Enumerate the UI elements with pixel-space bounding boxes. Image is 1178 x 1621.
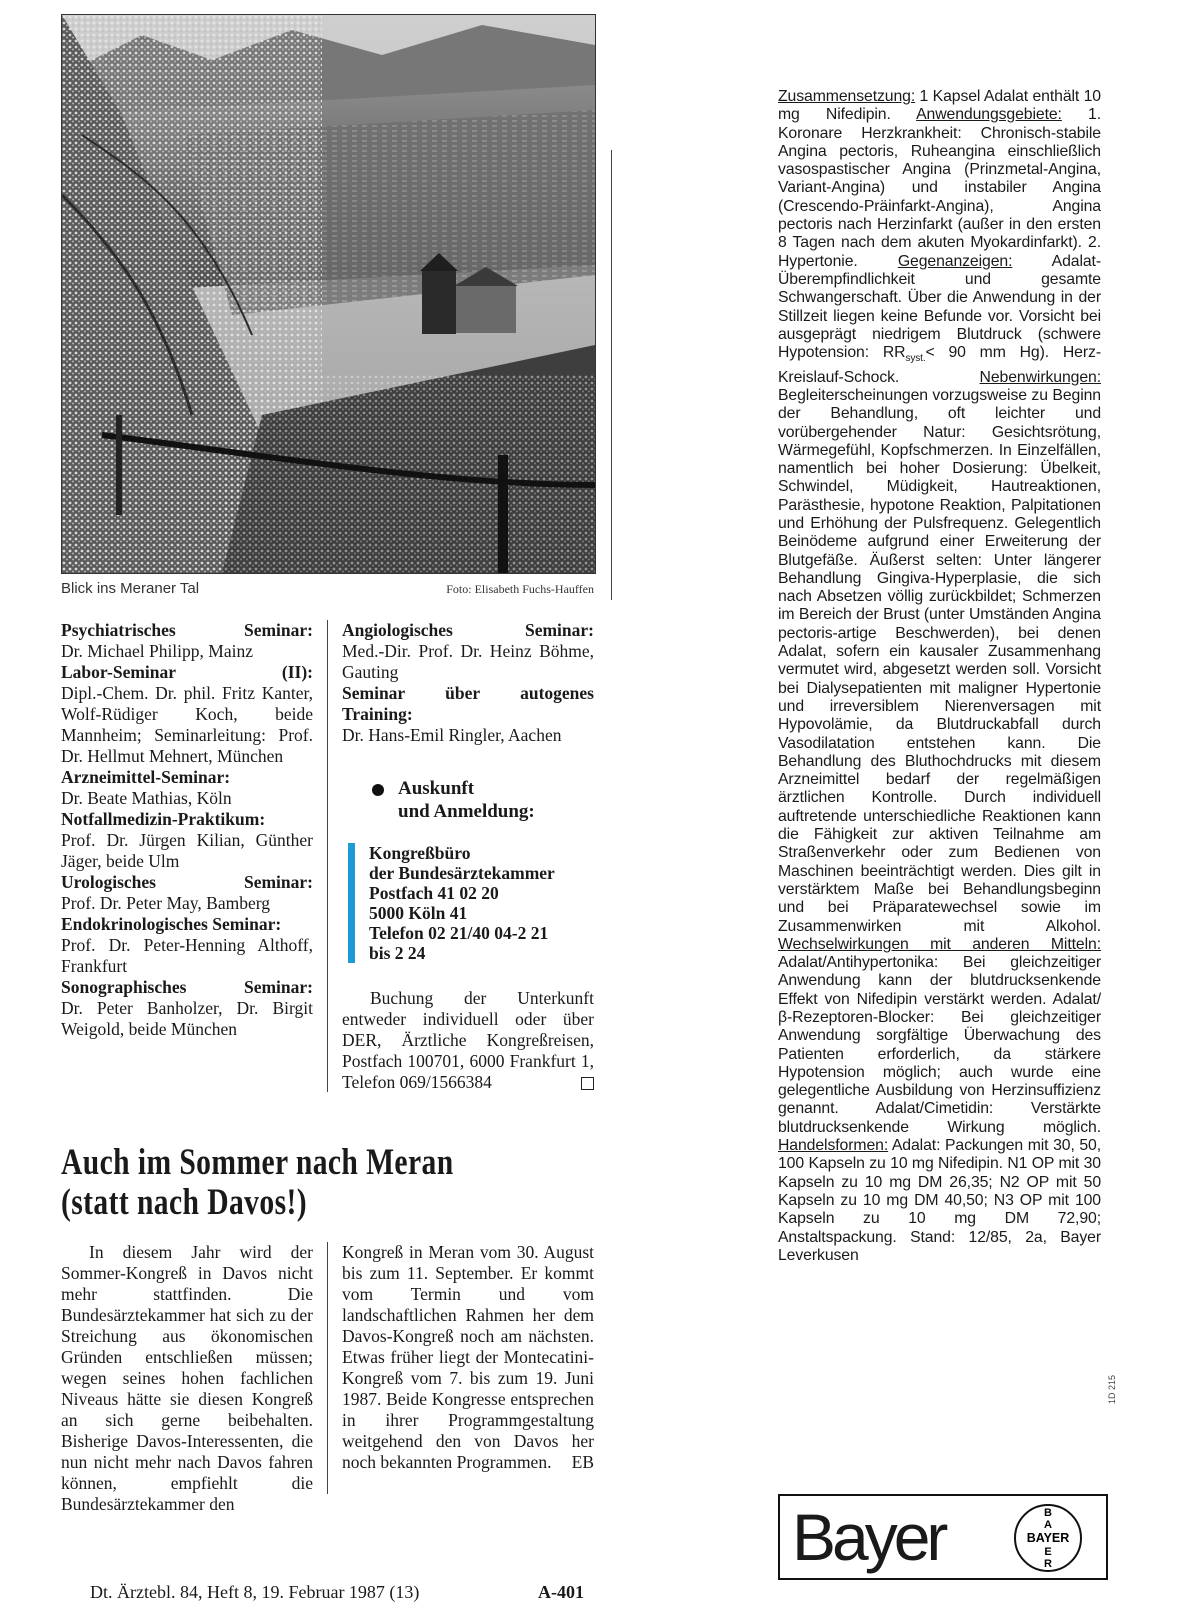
section-text: 1. Koronare Herzkrankheit: Chronisch-stabile Angina pectoris, Ruheangina einschließlich vasospastischer Angina (Prinzmetal-Angina, Variant-Angina) und instabiler Angina (Crescendo-Präinfarkt-Angina), Angina pectoris nach Herzinfarkt (außer in den ersten 8 Tagen nach dem akuten Myokardinfarkt). 2. Hypertonie. <box>778 106 1102 270</box>
seminar-title: Sonographisches Seminar: <box>61 977 313 997</box>
contact-heading-line: Auskunft <box>398 778 475 799</box>
section-label: Anwendungsgebiete: <box>916 106 1062 124</box>
section-label: Wechselwirkungen mit anderen Mitteln: <box>778 935 1101 953</box>
section-label: Handelsformen: <box>778 1137 889 1155</box>
contact-line: Kongreßbüro <box>369 843 471 863</box>
seminar-details: Prof. Dr. Jürgen Kilian, Günther Jäger, beide Ulm <box>61 830 313 871</box>
seminar-details: Dr. Hans-Emil Ringler, Aachen <box>342 725 562 745</box>
seminar-details: Dipl.-Chem. Dr. phil. Fritz Kanter, Wolf-Rüdiger Koch, beide Mannheim; Seminarleitung: Prof. Dr. Hellmut Mehnert, München <box>61 683 313 766</box>
seminar-details: Dr. Michael Philipp, Mainz <box>61 641 253 661</box>
section-label: Zusammensetzung: <box>778 88 916 105</box>
seminar-entry <box>61 977 313 1040</box>
photo-credit: Foto: Elisabeth Fuchs-Hauffen <box>446 582 594 596</box>
seminar-title: Urologisches Seminar: <box>61 872 313 892</box>
seminar-entry <box>61 809 313 872</box>
contact-line: Telefon 02 21/40 04-2 21 <box>369 923 549 943</box>
booking-info <box>342 988 594 1093</box>
column-divider <box>327 620 328 1092</box>
photo-caption: Blick ins Meraner Tal <box>61 580 200 597</box>
seminar-entry <box>342 683 594 746</box>
contact-line: bis 2 24 <box>369 943 426 963</box>
section-text: 1 Kapsel Adalat enthält 10 mg Nifedipin. <box>778 88 1101 124</box>
seminar-title: Endokrinologisches Seminar: <box>61 914 282 934</box>
seminar-title: Arzneimittel-Seminar: <box>61 767 231 787</box>
contact-line: Postfach 41 02 20 <box>369 883 499 903</box>
booking-text: Buchung der Unterkunft entweder individuell oder über DER, Ärztliche Kongreßreisen, Postfach 100701, 6000 Frankfurt 1, Telefon 069/1566384 <box>342 988 594 1092</box>
seminar-entry <box>61 767 313 809</box>
meran-valley-photo <box>61 14 596 574</box>
seminar-title: Notfallmedizin-Praktikum: <box>61 809 266 829</box>
seminar-list-left <box>61 620 313 1040</box>
article-text: Kongreß in Meran vom 30. August bis zum 11. September. Er kommt vom Termin und vom landschaftlichen Rahmen her dem Davos-Kongreß noch am nächsten. Etwas früher liegt der Montecatini-Kongreß vom 7. bis zum 19. Juni 1987. Beide Kongresse entsprechen in ihrer Programmgestaltung weitgehend den von Davos her noch bekannten Programmen. <box>342 1242 594 1472</box>
seminar-details: Prof. Dr. Peter May, Bamberg <box>61 893 270 913</box>
seminar-entry <box>61 662 313 767</box>
author-initials: EB <box>571 1452 594 1472</box>
column-divider <box>611 150 612 600</box>
contact-heading-line: und Anmeldung: <box>398 801 535 822</box>
headline-line: (statt nach Davos!) <box>61 1182 308 1223</box>
section-text: Begleiterscheinungen vorzugsweise zu Beginn der Behandlung, oft leichter und vorübergehender Natur: Gesichtsrötung, Wärmegefühl, Kopfschmerzen. In Einzelfällen, namentlich bei hoher Dosierung: Übelkeit, Schwindel, Müdigkeit, Hautreaktionen, Parästhesie, hypotone Reaktion, Palpitationen und Erhöhung der Pulsfrequenz. Gelegentlich Beinödeme aufgrund einer Erweiterung der Blutgefäße. Äußerst selten: Unter längerer Behandlung Gingiva-Hyperplasie, die sich nach Absetzen völlig zurückbildet; Schmerzen im Bereich der Brust (unter Umständen Angina pectoris-artige Beschwerden), bei denen Adalat, sofern ein kausaler Zusammenhang vermutet wird, abgesetzt werden soll. Vorsicht bei Dialysepatienten mit maligner Hypertonie und irreversiblem Nierenversagen mit Hypovolämie, da Blutdruckabfall durch Vasodilatation entstehen kann. Die Behandlung des Bluthochdrucks mit diesem Arzneimittel bedarf der regelmäßigen ärztlichen Kontrolle. Durch individuell auftretende unterschiedliche Reaktionen kann die Fähigkeit zur aktiven Teilnahme am Straßenverkehr oder zum Bedienen von Maschinen beeinträchtigt werden. Dies gilt in verstärktem Maße bei Behandlungsbeginn und bei Präparatewechsel sowie im Zusammenwirken mit Alkohol. <box>778 386 1101 935</box>
bayer-wordmark: Bayer <box>792 1500 945 1574</box>
headline-line: Auch im Sommer nach Meran <box>61 1142 454 1183</box>
bayer-cross-letter: B <box>1044 1507 1052 1519</box>
section-text: < 90 mm Hg). Herz-Kreislauf-Schock. <box>778 344 1101 386</box>
seminar-details: Dr. Peter Banholzer, Dr. Birgit Weigold, beide München <box>61 998 313 1039</box>
contact-line: 5000 Köln 41 <box>369 903 468 923</box>
bayer-cross-word: BAYER <box>1026 1531 1070 1545</box>
section-label: Nebenwirkungen: <box>979 368 1101 386</box>
section-text: Adalat/Antihypertonika: Bei gleichzeitiger Anwendung kann der blutdrucksenkende Effekt von Nifedipin verstärkt werden. Adalat/β-Rezeptoren-Blocker: Bei gleichzeitiger Anwendung sorgfältige Überwachung des Patienten erforderlich, da stärkere Hypotension möglich; auch wurde eine gelegentliche Ausbildung von Herzinsuffizienz genannt. Adalat/Cimetidin: Verstärkte blutdrucksenkende Wirkung möglich. <box>778 954 1101 1136</box>
section-label: Gegenanzeigen: <box>897 252 1013 270</box>
seminar-title: Angiologisches Seminar: <box>342 620 594 640</box>
seminar-entry <box>61 914 313 977</box>
adalat-prescribing-info <box>778 88 1101 1265</box>
subscript: syst. <box>905 353 926 365</box>
bayer-logo-box <box>778 1494 1108 1580</box>
seminar-title: Psychiatrisches Seminar: <box>61 620 313 640</box>
seminar-entry <box>61 872 313 914</box>
article-column-right <box>342 1242 594 1473</box>
column-divider <box>327 1242 328 1494</box>
seminar-details: Prof. Dr. Peter-Henning Althoff, Frankfurt <box>61 935 313 976</box>
section-text: Adalat: Packungen mit 30, 50, 100 Kapseln zu 10 mg Nifedipin. N1 OP mit 30 Kapseln zu 10 mg DM 26,35; N2 OP mit 50 Kapseln zu 10 mg DM 40,50; N3 OP mit 100 Kapseln zu 10 mg DM 72,90; Anstaltspackung. Stand: 12/85, 2a, Bayer Leverkusen <box>778 1137 1102 1264</box>
contact-heading <box>372 777 535 823</box>
bayer-cross-logo <box>1010 1502 1086 1574</box>
page-number: A-401 <box>538 1582 584 1602</box>
seminar-entry <box>61 620 313 662</box>
seminar-entry <box>342 620 594 683</box>
bayer-cross-letter: E <box>1044 1546 1052 1558</box>
article-headline <box>61 1143 485 1223</box>
bayer-cross-letter: A <box>1044 1519 1052 1531</box>
article-column-left: In diesem Jahr wird der Sommer-Kongreß in Davos nicht mehr stattfinden. Die Bundesärztekammer hat sich zu der Streichung aus ökonomischen Gründen entschließen müssen; wegen seines hohen fachlichen Niveaus hätte sie diesen Kongreß an sich gerne beibehalten. Bisherige Davos-Interessenten, die nun nicht mehr nach Davos fahren können, empfiehlt die Bundesärztekammer den <box>61 1242 313 1514</box>
contact-line: der Bundesärztekammer <box>369 863 555 883</box>
seminar-title: Seminar über autogenes Training: <box>342 683 594 724</box>
end-mark-icon <box>581 1077 594 1090</box>
section-text: Adalat-Überempfindlichkeit und gesamte Schwangerschaft. Über die Anwendung in der Stillzeit liegen keine Befunde vor. Vorsicht bei ausgeprägt niedrigem Blutdruck (schwere Hypotension: RR <box>778 252 1101 362</box>
seminar-title: Labor-Seminar (II): <box>61 662 313 682</box>
seminar-list-right <box>342 620 594 746</box>
page-footer-citation: Dt. Ärztebl. 84, Heft 8, 19. Februar 1987 (13) <box>90 1582 420 1602</box>
landscape-image <box>62 15 595 573</box>
contact-address-box <box>348 843 615 963</box>
seminar-details: Med.-Dir. Prof. Dr. Heinz Böhme, Gauting <box>342 641 594 682</box>
seminar-details: Dr. Beate Mathias, Köln <box>61 788 232 808</box>
ad-code: 1D 215 <box>1107 1374 1117 1404</box>
bayer-cross-letter: R <box>1044 1558 1052 1570</box>
